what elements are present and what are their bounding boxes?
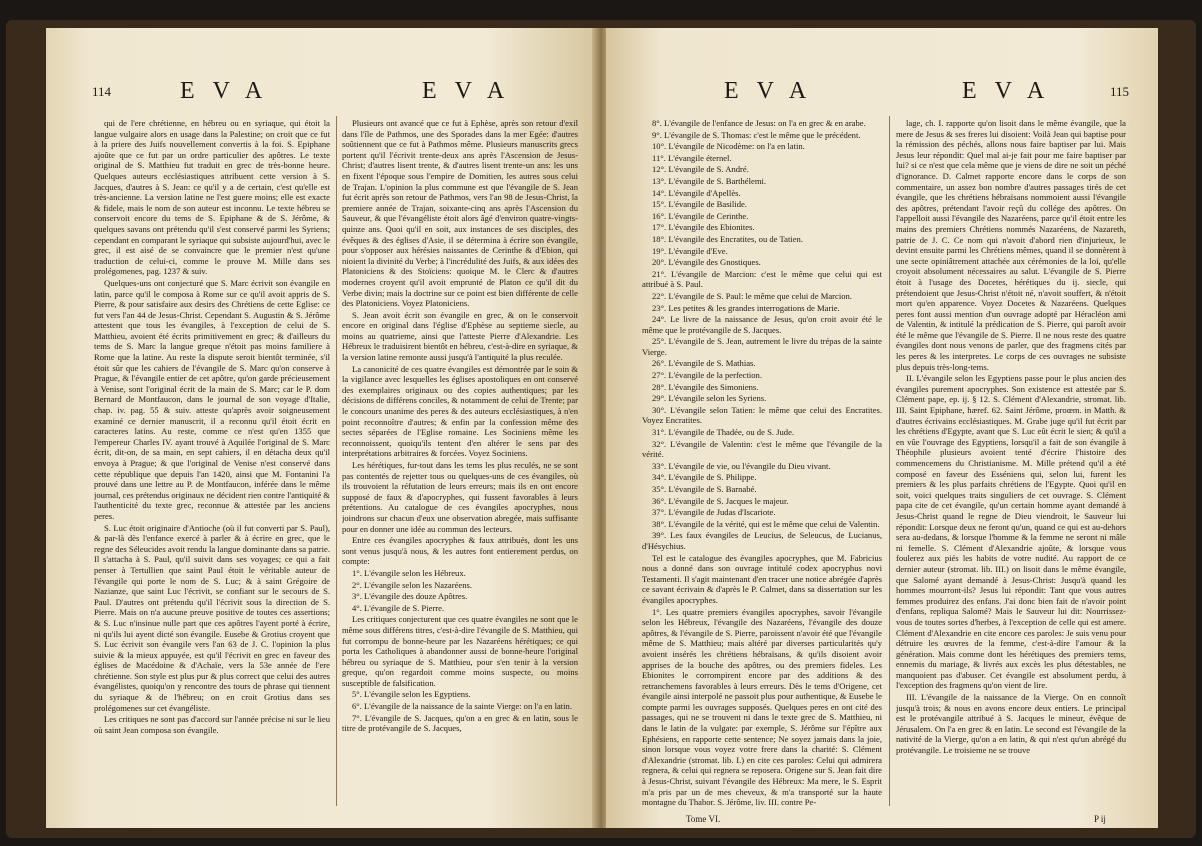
paragraph: 39°. Les faux évangiles de Leucius, de Seleucus, de Lucianus, d'Hésychius.	[642, 530, 882, 551]
paragraph: 24°. Le livre de la naissance de Jesus, qu'on croit avoir été le même que le protévangile de S. Jacques.	[642, 314, 882, 335]
paragraph: 5°. L'évangile selon les Egyptiens.	[352, 689, 471, 700]
paragraph: 10°. L'évangile de Nicodème: on l'a en latin.	[652, 141, 805, 152]
paragraph: 1°. L'évangile selon les Hébreux.	[352, 567, 466, 578]
paragraph: 33°. L'évangile de vie, ou l'évangile du Dieu vivant.	[652, 460, 831, 471]
signature-footer: P ij	[1094, 814, 1106, 824]
paragraph: 29°. L'évangile selon les Syriens.	[652, 393, 767, 404]
paragraph: 2°. L'évangile selon les Nazaréens.	[352, 579, 472, 590]
paragraph: 18°. L'évangile des Encratites, ou de Tatien.	[652, 233, 803, 244]
paragraph: Entre ces évangiles apocryphes & faux attribués, dont les uns sont venus jusqu'à nous, & les autres font entierement perdus, on compte:	[342, 535, 578, 567]
paragraph: La canonicité de ces quatre évangiles est démontrée par le soin & la vigilance avec lesquelles les églises apostoliques en ont conservé des exemplaires originaux ou des copies authentiques; par les décisions de différens conciles, & notamment de celui de Trente; par le concours unanime des peres & des auteurs ecclésiastiques, à n'en point reconnoître d'autres; & enfin par la confession même des sectes séparées de l'Eglise romaine. Les Sociniens même les reconnoissent, quoiqu'ils tentent d'en altérer le sens par des interprétations arbitraires & forcées. Voyez Sociniens.	[342, 363, 578, 459]
paragraph: 35°. L'évangile de S. Barnabé.	[652, 484, 757, 494]
paragraph: 30°. L'évangile selon Tatien: le même que celui des Encratites. Voyez Encratites.	[642, 404, 882, 426]
paragraph: 36°. L'évangile de S. Jacques le majeur.	[652, 495, 789, 506]
paragraph: lage, ch. I. rapporte qu'on lisoit dans le même évangile, que la mere de Jesus & ses freres lui disoient: Voilà Jean qui baptise pour la rémission des péchés, allons nous faire baptiser par lui. Mais Jesus leur répondit: Quel mal ai-je fait pour me faire baptiser par lui? si ce n'est que cela même que je viens de dire ne soit un péché d'ignorance. D. Calmet rapporte encore dans le corps de son commentaire, un assez bon nombre d'autres passages tirés de cet évangile, que les chrétiens hébraïsans nommoient aussi l'évangile des apôtres, prétendant l'avoir reçû du collége des apôtres. On l'appelloit aussi l'évangile des Nazaréens, parce qu'il étoit entre les mains des premiers Chrétiens nommés Nazaréens, de Nazareth, patrie de J. C. Ce nom qui n'avoit d'abord rien d'injurieux, le devint ensuite parmi les Chrétiens mêmes, quand il se donnèrent à une secte opiniâtrement attachée aux cérémonies de la loi, qu'elle croyoit absolument nécessaires au salut. L'évangile de S. Pierre étoit à l'usage des Docetes, hérétiques du ij. siecle, qui prétendoient que Jesus-Christ n'étoit né, n'avoit souffert, & n'étoit mort qu'en apparence. Voyez Docetes & Nazaréens. Quelques peres font aussi mention d'un ouvrage adopté par Héracléon ami de Valentin, & intitulé la prédication de S. Pierre, qui paroît avoir été le même que l'évangile de S. Pierre. Il ne nous reste des quatre évangiles dont nous venons de parler, que des fragmens cités par les peres & les interpretes. Le corps de ces ouvrages ne subsiste plus depuis très-long-tems.	[896, 118, 1126, 372]
paragraph: 11°. L'évangile éternel.	[652, 152, 732, 163]
running-head-left: EVA	[180, 78, 281, 104]
paragraph: Les hérétiques, fur-tout dans les tems les plus reculés, ne se sont pas contentés de rejetter tous ou quelques-uns de ces évangiles, où ils trouvoient la réfutation de leurs erreurs; mais ils en ont encore supposé de faux & d'apocryphes, qui fussent favorables à leurs prétentions. Au catalogue de ces évangiles apocryphes, nous joindrons sur chacun d'eux une observation abregée, mais suffisante pour en donner une idée au commun des lecteurs.	[342, 460, 578, 534]
paragraph: 14°. L'évangile d'Apellès.	[652, 187, 741, 198]
paragraph: 8°. L'évangile de l'enfance de Jesus: on l'a en grec & en arabe.	[652, 118, 866, 128]
left-running-head	[46, 78, 594, 108]
paragraph: 28°. L'évangile des Simoniens.	[652, 381, 759, 392]
running-head-left: EVA	[724, 78, 825, 104]
paragraph: 27°. L'évangile de la perfection.	[652, 370, 762, 381]
column-rule	[889, 116, 890, 806]
paragraph: 9°. L'évangile de S. Thomas: c'est le même que le précédent.	[652, 129, 861, 140]
left-page	[46, 28, 594, 828]
left-column-2	[342, 118, 578, 818]
page-number: 114	[92, 84, 112, 99]
volume-footer: Tome VI.	[686, 814, 721, 824]
paragraph: 37°. L'évangile de Judas d'Iscariote.	[652, 507, 776, 518]
column-rule	[336, 116, 337, 806]
running-head-right: EVA	[962, 78, 1063, 104]
page-number: 115	[1110, 84, 1130, 99]
paragraph: 31°. L'évangile de Thadée, ou de S. Jude.	[652, 427, 795, 438]
paragraph: Plusieurs ont avancé que ce fut à Ephèse, après son retour d'exil dans l'île de Pathmos, une des Sporades dans la mer Egée: d'autres soûtiennent que ce fut à Pathmos même. Plusieurs manuscrits grecs portent qu'il l'écrivit trente-deux ans après l'Ascension de Jesus-Christ; d'autres lisent trente, & d'autres lisent trente-un ans: les uns en fixent l'époque sous l'empire de Domitien, les autres sous celui de Trajan. L'opinion la plus commune est que l'évangile de S. Jean fut écrit après son retour de Pathmos, vers l'an 98 de Jesus-Christ, la premiere année de Trajan, soixante-cinq ans après l'Ascension du Sauveur, & que l'évangéliste étoit alors âgé d'environ quatre-vingts-quinze ans. Quoi qu'il en soit, aux instances de ses disciples, des évêques & des églises d'Asie, il se détermina à écrire son évangile, pour s'opposer aux hérésies naissantes de Cerinthe & d'Ebion, qui nioient la divinité du Verbe; à l'incrédulité des Juifs, & aux idées des Platoniciens & des Stoïciens: quoique M. le Clerc & d'autres modernes croyent qu'il avoit emprunté de Platon ce qu'il dit du Verbe divin; mais la doctrine sur ce point est bien différente de celle des Platoniciens. Voyez Platoniciens.	[342, 118, 578, 309]
running-head-right: EVA	[422, 78, 523, 104]
paragraph: 1°. Les quatre premiers évangiles apocryphes, savoir l'évangile selon les Hébreux, l'évangile des Nazaréens, l'évangile des douze apôtres, & l'évangile de S. Pierre, paroissent n'avoir été que l'évangile même de S. Matthieu; mais altéré par diverses particularités qu'y avoient insérés les chrétiens hébraïsans, & qu'ils disoient avoir apprises de la bouche des apôtres, ou des premiers fideles. Les Ebionites le corrompirent encore par des additions & des retranchemens favorables à leurs erreurs. Dès le tems d'Origene, cet évangile ainsi interpolé ne passoit plus pour authentique, & Eusebe le compte parmi les ouvrages supposés. Quelques peres en ont cité des passages, qui ne se trouvent ni dans le texte grec de S. Matthieu, ni dans le latin de la vulgate: par exemple, S. Jérôme sur l'épître aux Ephésiens, en rapporte cette sentence; Ne soyez jamais dans la joie, sinon lorsque vous voyez votre frere dans la charité: S. Clément d'Alexandrie (stromat. lib. I.) en cite ces paroles: Celui qui admirera regnera, & celui qui regnera se reposera. Origene sur S. Jean fait dire à Jesus-Christ, suivant l'évangile des Hébreux: Ma mere, le S. Esprit m'a pris par un de mes cheveux, & m'a transporté sur la haute montagne du Thabor. S. Jérôme, liv. III. contre Pe-	[642, 606, 882, 808]
paragraph: 4°. L'évangile de S. Pierre.	[352, 602, 445, 613]
paragraph: 22°. L'évangile de S. Paul: le même que celui de Marcion.	[652, 290, 852, 301]
paragraph: 21°. L'évangile de Marcion: c'est le même que celui qui est attribué à S. Paul.	[642, 268, 882, 290]
paragraph: 12°. L'évangile de S. André.	[652, 164, 749, 175]
paragraph: 25°. L'évangile de S. Jean, autrement le livre du trépas de la sainte Vierge.	[642, 336, 882, 357]
paragraph: Les critiques conjecturent que ces quatre évangiles ne sont que le même sous différens titres, c'est-à-dire l'évangile de S. Matthieu, qui fut corrompu de bonne-heure par les Nazaréens hérétiques; ce qui porta les Catholiques à abandonner aussi de bonne-heure l'original hébreu ou syriaque de S. Matthieu, pour s'en tenir à la version greque, qu'on regardoit comme moins suspecte, ou moins susceptible de falsification.	[342, 614, 578, 688]
paragraph: 19°. L'évangile d'Eve.	[652, 245, 728, 256]
paragraph: 6°. L'évangile de la naissance de la sainte Vierge: on l'a en latin.	[352, 701, 572, 712]
paragraph: qui de l'ere chrétienne, en hébreu ou en syriaque, qui étoit la langue vulgaire alors en usage dans la Palestine; on croit que ce fut à la priere des Juifs nouvellement convertis à la foi. S. Epiphane ajoûte que ce fut par un ordre particulier des apôtres. Le texte original de S. Matthieu fut traduit en grec de très-bonne heure. Quelques auteurs ecclésiastiques attribuent cette version à S. Jacques, d'autres à S. Jean: ce qu'il y a de certain, c'est qu'elle est très-ancienne. La version latine ne l'est guere moins; elle est exacte & fidele, mais le nom de son auteur est inconnu. Le texte hébreu se conservoit encore du tems de S. Epiphane & de S. Jérôme, & quelques savans ont prétendu qu'il s'est conservé parmi les Syriens; cependant en comparant le syriaque qui subsiste aujourd'hui, avec le grec, il est aisé de se convaincre que le premier n'est qu'une traduction de celui-ci, comme le prouve M. Mille dans ses prolégomenes, pag. 1237 & suiv.	[94, 118, 330, 277]
paragraph: 26°. L'évangile de S. Mathias.	[652, 358, 756, 369]
right-column-1	[642, 118, 882, 818]
paragraph: 7°. L'évangile de S. Jacques, qu'on a en grec & en latin, sous le titre de protévangile de S. Jacques,	[342, 712, 578, 734]
paragraph: 16°. L'évangile de Cerinthe.	[652, 210, 749, 221]
right-running-head	[606, 78, 1158, 108]
paragraph: S. Jean avoit écrit son évangile en grec, & on le conservoit encore en original dans l'église d'Ephèse au septieme siecle, au moins au quatrieme, ainsi que l'atteste Pierre d'Alexandrie. Les Hébreux le traduisirent bientôt en hébreu, c'est-à-dire en syriaque, & la version latine remonte aussi jusqu'à l'antiquité la plus reculée.	[342, 309, 578, 363]
paragraph: 34°. L'évangile de S. Philippe.	[652, 472, 757, 483]
paragraph: 32°. L'évangile de Valentin: c'est le même que l'évangile de la vérité.	[642, 438, 882, 460]
paragraph: Les critiques ne sont pas d'accord sur l'année précise ni sur le lieu où saint Jean composa son évangile.	[94, 714, 330, 735]
paragraph: II. L'évangile selon les Egyptiens passe pour le plus ancien des évangiles purement apocryphes. Son existence est attestée par S. Clément pape, ep. ij. § 12. S. Clément d'Alexandrie, stromat. lib. III. Saint Epiphane, hæref. 62. Saint Jérôme, proœm. in Matth. & d'autres écrivains ecclésiastiques. M. Grabe juge qu'il fut écrit par les chrétiens d'Egypte, avant que S. Luc eût écrit le sien; & qu'il a en vûe l'ouvrage des Egyptiens, lorsqu'il a fait de son évangile à Théophile plusieurs avoient tenté d'écrire l'histoire des commencemens du Christianisme. M. Mille prétend qu'il a été composé en faveur des Esséniens qui, selon lui, furent les premiers & les plus parfaits chrétiens de l'Egypte. Quoi qu'il en soit, voici quelques traits singuliers de cet ouvrage. S. Clément papa cite de cet évangile, qu'un certain homme ayant demandé à Jesus-Christ quand le regne de Dieu viendroit, le Sauveur lui répondit: Lorsque deux ne feront qu'un, quand ce qui est au-dehors sera au-dedans, & lorsque l'homme & la femme ne seront ni mâle ni femelle. S. Clément d'Alexandrie ajoûte, & lorsque vous foulerez aux piés les habits de votre nudité. Au rapport de ce dernier auteur (stromat. lib. III.) on lisoit dans le même évangile, que Salomé ayant demandé à Jesus-Christ: Jusqu'à quand les hommes mourront-ils? Jesus lui répondit: Tant que vous autres femmes produirez des enfans. J'ai donc bien fait de n'avoir point d'enfans, repliqua Salomé? Mais le Sauveur lui dit: Nourrissez-vous de toutes sortes d'herbes, à l'exception de celle qui est amere. Clément d'Alexandrie en cite encore ces paroles: Je suis venu pour détruire les œuvres de la femme, c'est-à-dire l'amour & la génération. Mais comme dont les hérétiques des premiers tems, ennemis du mariage, & livrés aux excès les plus détestables, ne manquoient pas d'abuser. Cet évangile est absolument perdu, à l'exception des fragmens qu'on vient de lire.	[896, 373, 1126, 691]
paragraph: 15°. L'évangile de Basilide.	[652, 199, 747, 210]
paragraph: 3°. L'évangile des douze Apôtres.	[352, 591, 468, 602]
paragraph: 13°. L'évangile de S. Barthélemi.	[652, 175, 767, 186]
paragraph: Quelques-uns ont conjecturé que S. Marc écrivit son évangile en latin, parce qu'il le composa à Rome sur ce qu'il avoit appris de S. Pierre, & pour satisfaire aux desirs des Chrétiens de cette Eglise: ce fut vers l'an 44 de Jesus-Christ. Cependant S. Augustin & S. Jérôme attestent que tous les évangiles, à l'exception de celui de S. Matthieu, avoient été écrits primitivement en grec; & d'ailleurs du tems de S. Marc la langue greque n'étoit pas moins familiere à Rome que la latine. Au reste la dispute seroit bientôt terminée, s'il étoit sûr que les cahiers de l'évangile de S. Marc qu'on conserve à Prague, & l'évangile entier de cet apôtre, qu'on garde précieusement à Venise, sont l'original écrit de la main de S. Marc; car le P. dom Bernard de Montfaucon, dans le journal de son voyage d'Italie, chap. iv. pag. 55 & suiv. atteste qu'après avoir soigneusement examiné ce dernier manuscrit, il a reconnu qu'il étoit écrit en caracteres latins. Au reste, comme ce n'est qu'en 1355 que l'empereur Charles IV. ayant trouvé à Aquilée l'original de S. Marc écrit, dit-on, de sa main, en sept cahiers, il en détacha deux qu'il envoya à Prague; & que l'original de Venise n'est conservé dans cette république que depuis l'an 1420, ainsi que M. Fontanini l'a prouvé dans une lettre au P. de Montfaucon, inférée dans le même journal, ces prétendus originaux ne décident rien contre l'antiquité & l'authenticité du texte grec, reconnue & attestée par les anciens peres.	[94, 277, 330, 521]
paragraph: 38°. L'évangile de la vérité, qui est le même que celui de Valentin.	[652, 518, 880, 529]
paragraph: S. Luc étoit originaire d'Antioche (où il fut converti par S. Paul), & par-là dès l'enfance exercé à parler & à écrire en grec, que le regne des Séleucides avoit rendu la langue dominante dans sa patrie. Il s'attacha à S. Paul, qu'il suivit dans ses voyages; ce qui a fait penser à Tertullien que saint Paul étoit le véritable auteur de l'évangile qui porte le nom de S. Luc; & à saint Grégoire de Nazianze, que saint Luc l'écrivit, se confiant sur le secours de S. Paul. D'autres ont prétendu qu'il l'écrivit sous la direction de S. Pierre. Mais on n'a aucune preuve positive de toutes ces assertions; & S. Luc n'insinue nulle part que ces apôtres l'ayent porté à écrire, ni qu'ils lui ayent dicté son évangile. Eusebe & Grotius croyent que S. Luc écrivit son évangile vers l'an 63 de J. C. l'opinion la plus suivie & la mieux appuyée, est qu'il l'écrivit en grec en faveur des églises de Macédoine & d'Achaïe, vers la 53e année de l'ere chrétienne. Son style est plus pur & plus correct que celui des autres évangélistes, quoiqu'on y rencontre des tours de phrase qui tiennent du syriaque & de l'hébreu; on en croit Grotius dans ses prolégomenes sur cet évangéliste.	[94, 522, 330, 713]
paragraph: 20°. L'évangile des Gnostiques.	[652, 257, 761, 268]
paragraph: III. L'évangile de la naissance de la Vierge. On en connoît jusqu'à trois; & nous en avons encore deux entiers. Le principal est le protévangile attribué à S. Jacques le mineur, évêque de Jérusalem. On l'a en grec & en latin. Le second est l'évangile de la nativité de la Vierge, qu'on a en latin, & qui n'est qu'un abrégé du protévangile. Le troisieme ne se trouve	[896, 692, 1126, 756]
open-book	[6, 20, 1196, 838]
left-column-1	[94, 118, 330, 818]
right-page	[606, 28, 1158, 828]
paragraph: 23°. Les petites & les grandes interrogations de Marie.	[652, 302, 840, 313]
right-column-2	[896, 118, 1126, 818]
paragraph: 17°. L'évangile des Ebionites.	[652, 222, 755, 233]
paragraph: Tel est le catalogue des évangiles apocryphes, que M. Fabricius nous a donné dans son ouvrage intitulé codex apocryphus novi Testamenti. Il s'agit maintenant d'en tracer une notice abrégée d'après ce savant écrivain & d'après le P. Calmet, dans sa dissertation sur les évangiles apocryphes.	[642, 552, 882, 605]
